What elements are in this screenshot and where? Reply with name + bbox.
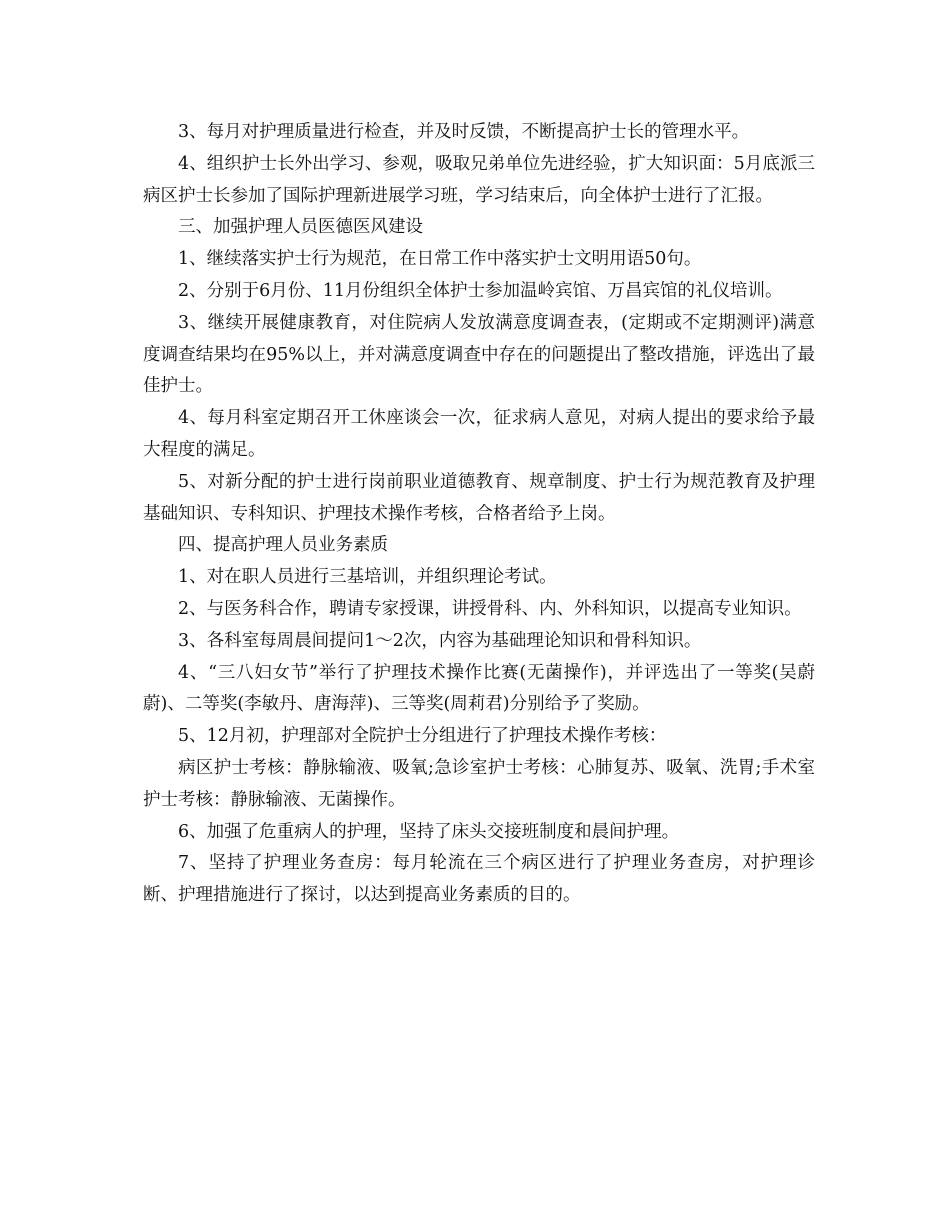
paragraph-6: 3、继续开展健康教育，对住院病人发放满意度调查表，(定期或不定期测评)满意度调查结果均在95%以上，并对满意度调查中存在的问题提出了整改措施，评选出了最佳护士。: [143, 312, 815, 397]
section-heading-4: 四、提高护理人员业务素质: [178, 535, 388, 556]
paragraph-8: 5、对新分配的护士进行岗前职业道德教育、规章制度、护士行为规范教育及护理基础知识、专科知识、护理技术操作考核，合格者给予上岗。: [143, 471, 815, 524]
paragraph-2: 4、组织护士长外出学习、参观，吸取兄弟单位先进经验，扩大知识面：5月底派三病区护士长参加了国际护理新进展学习班，学习结束后，向全体护士进行了汇报。: [143, 153, 815, 206]
paragraph-16: 6、加强了危重病人的护理，坚持了床头交接班制度和晨间护理。: [178, 821, 680, 842]
paragraph-10: 1、对在职人员进行三基培训，并组织理论考试。: [178, 567, 557, 588]
document-body: [143, 117, 815, 912]
paragraph-15: 病区护士考核：静脉输液、吸氧;急诊室护士考核：心肺复苏、吸氧、洗胃;手术室护士考核：静脉输液、无菌操作。: [143, 757, 815, 810]
paragraph-14: 5、12月初，护理部对全院护士分组进行了护理技术操作考核：: [178, 726, 667, 747]
paragraph-5: 2、分别于6月份、11月份组织全体护士参加温岭宾馆、万昌宾馆的礼仪培训。: [178, 280, 783, 301]
paragraph-12: 3、各科室每周晨间提问1～2次，内容为基础理论知识和骨科知识。: [178, 630, 702, 651]
paragraph-4: 1、继续落实护士行为规范，在日常工作中落实护士文明用语50句。: [178, 249, 702, 270]
paragraph-7: 4、每月科室定期召开工休座谈会一次，征求病人意见，对病人提出的要求给予最大程度的满足。: [143, 408, 815, 460]
paragraph-17: 7、坚持了护理业务查房：每月轮流在三个病区进行了护理业务查房，对护理诊断、护理措施进行了探讨，以达到提高业务素质的目的。: [143, 853, 815, 906]
paragraph-11: 2、与医务科合作，聘请专家授课，讲授骨科、内、外科知识，以提高专业知识。: [178, 598, 802, 619]
section-heading-3: 三、加强护理人员医德医风建设: [178, 217, 423, 238]
paragraph-13: 4、“三八妇女节”举行了护理技术操作比赛(无菌操作)，并评选出了一等奖(吴蔚蔚)、二等奖(李敏丹、唐海萍)、三等奖(周莉君)分别给予了奖励。: [143, 662, 815, 715]
paragraph-1: 3、每月对护理质量进行检查，并及时反馈，不断提高护士长的管理水平。: [178, 122, 750, 142]
